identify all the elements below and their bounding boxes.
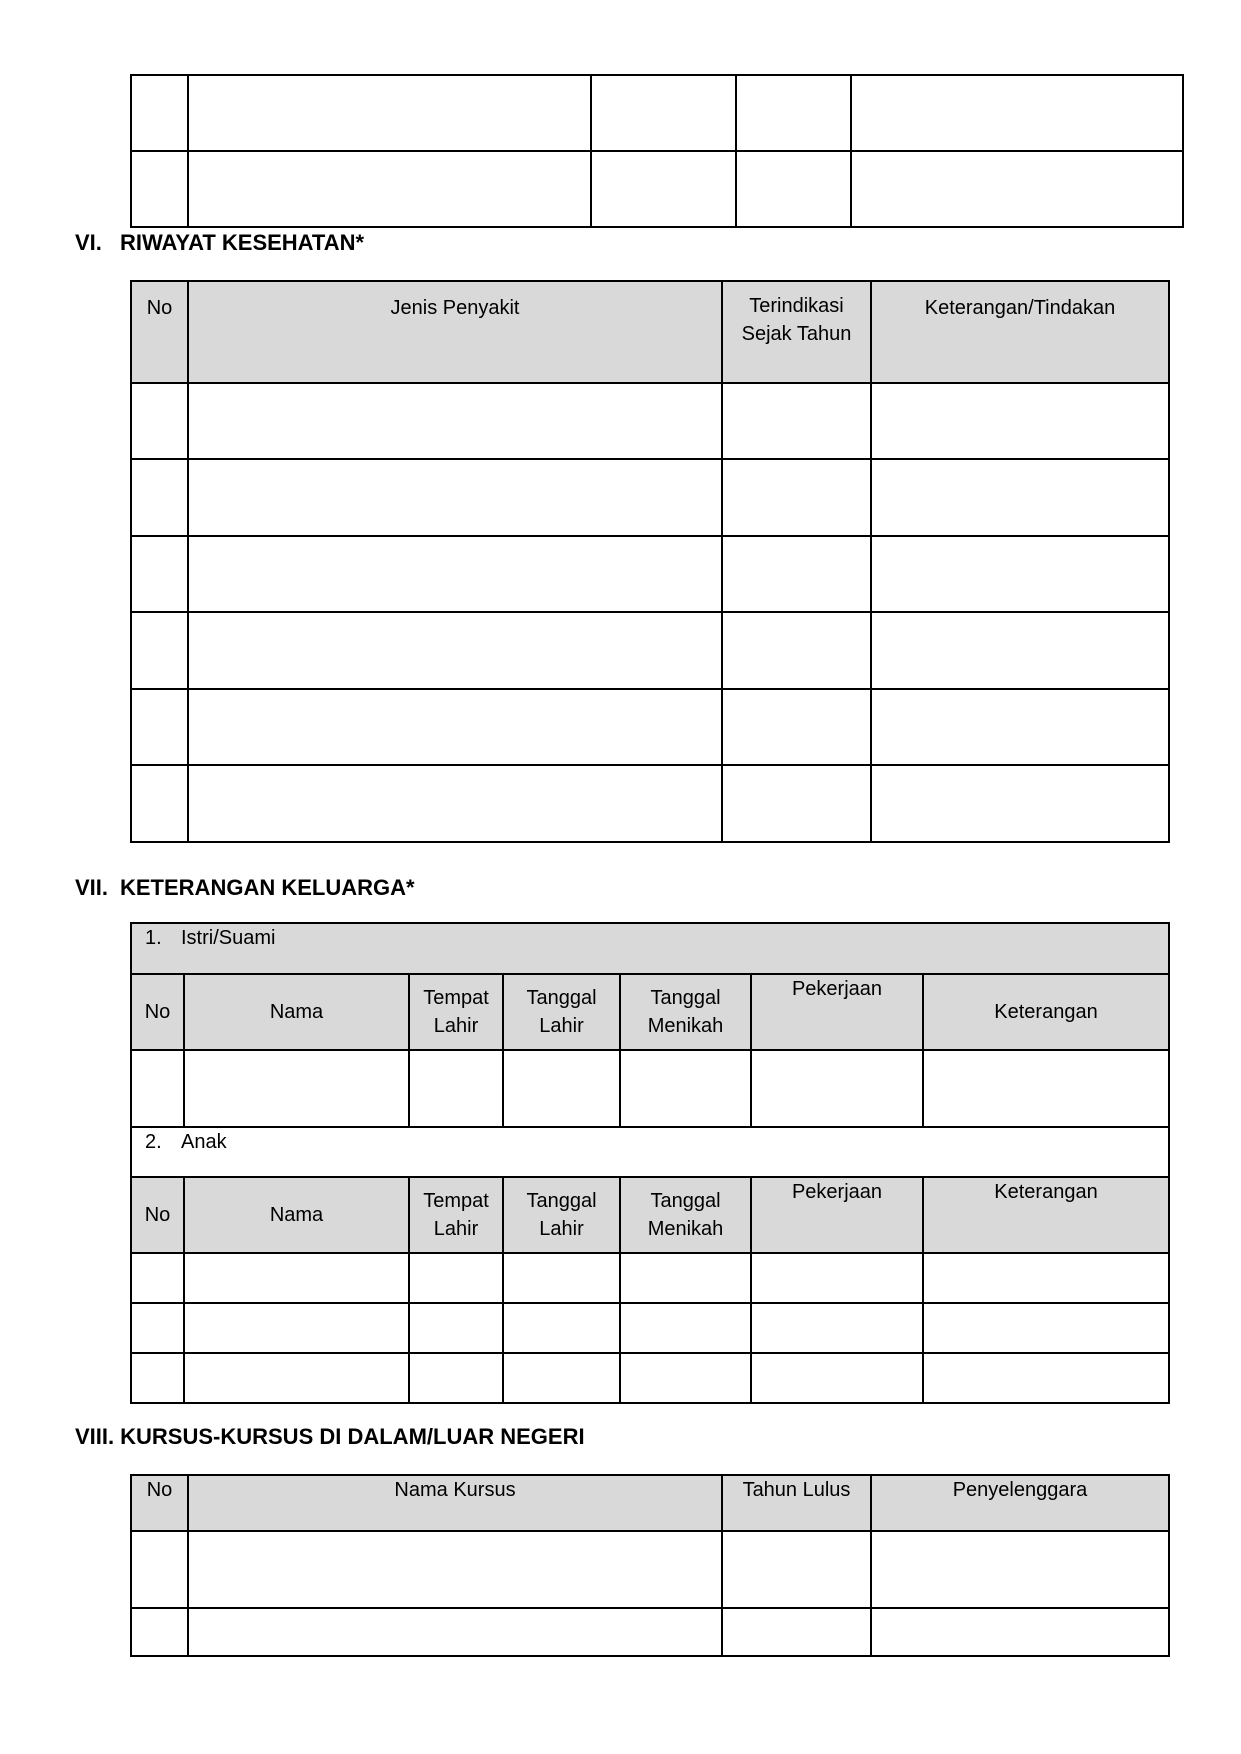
col-nama: Nama [184,974,409,1050]
child-subheader: 2. Anak [131,1127,1169,1177]
table-row [131,383,1169,459]
family-table [130,922,1170,1404]
table-row [131,459,1169,536]
col-keterangan: Keterangan [923,1177,1169,1253]
table-row [131,1303,1169,1353]
courses-table [130,1474,1170,1657]
table-row [131,612,1169,689]
col-tanggal-lahir: Tanggal Lahir [503,1177,620,1253]
table-row [131,1050,1169,1127]
col-no: No [131,281,188,383]
section-number: VI. [75,230,102,255]
col-jenis-penyakit: Jenis Penyakit [188,281,722,383]
col-tempat-lahir: Tempat Lahir [409,1177,503,1253]
col-tanggal-lahir: Tanggal Lahir [503,974,620,1050]
col-tahun-lulus: Tahun Lulus [722,1475,871,1531]
table-row [131,689,1169,765]
section-number: VII. [75,875,109,900]
table-header-row [131,1475,1169,1531]
col-keterangan: Keterangan [923,974,1169,1050]
table-row [131,1531,1169,1608]
table-row [131,75,1183,151]
section-title-text: KURSUS-KURSUS DI DALAM/LUAR NEGERI [120,1424,585,1449]
col-tanggal-menikah: Tanggal Menikah [620,974,751,1050]
col-no: No [131,1475,188,1531]
continuation-table [130,74,1184,228]
col-nama: Nama [184,1177,409,1253]
table-header-row [131,974,1169,1050]
section-viii-title [75,1424,585,1450]
health-history-table [130,280,1170,843]
table-header-row [131,1177,1169,1253]
table-row [131,536,1169,612]
section-title-text: RIWAYAT KESEHATAN* [120,230,365,255]
col-tanggal-menikah: Tanggal Menikah [620,1177,751,1253]
section-number: VIII. [75,1424,115,1449]
col-tempat-lahir: Tempat Lahir [409,974,503,1050]
table-header-row [131,281,1169,383]
table-row [131,765,1169,842]
col-pekerjaan: Pekerjaan [751,1177,923,1253]
section-vi-title [75,230,364,256]
col-keterangan-tindakan: Keterangan/Tindakan [871,281,1169,383]
col-penyelenggara: Penyelenggara [871,1475,1169,1531]
table-row [131,1353,1169,1403]
section-vii-title [75,875,415,901]
section-title-text: KETERANGAN KELUARGA* [120,875,415,900]
col-nama-kursus: Nama Kursus [188,1475,722,1531]
table-row [131,1253,1169,1303]
table-row [131,1608,1169,1656]
col-pekerjaan: Pekerjaan [751,974,923,1050]
col-no: No [131,1177,184,1253]
col-no: No [131,974,184,1050]
table-row [131,151,1183,227]
spouse-subheader: 1. Istri/Suami [131,923,1169,974]
col-sejak-tahun: Terindikasi Sejak Tahun [722,281,871,383]
